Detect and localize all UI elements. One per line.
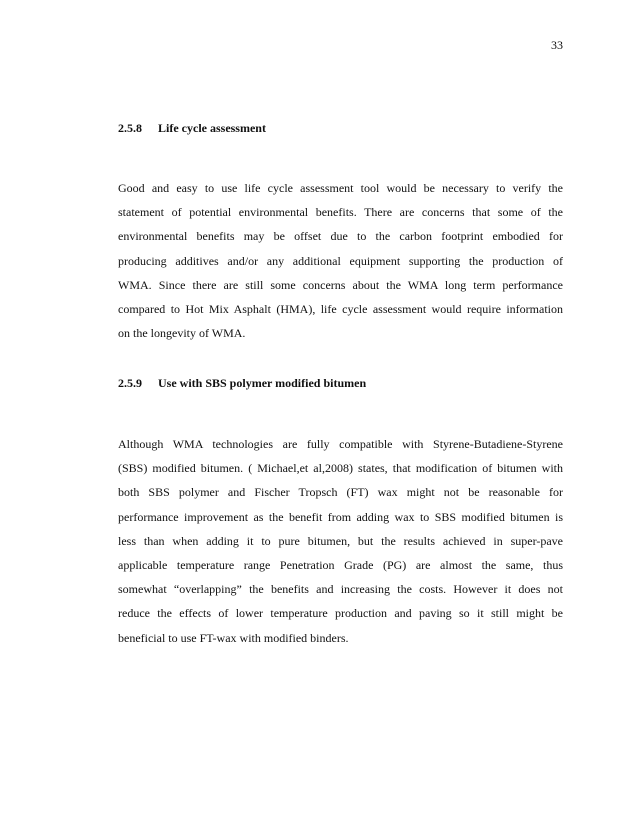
text-line: compared to Hot Mix Asphalt (HMA), life cycle assessment would require information	[118, 301, 563, 316]
text-line: (SBS) modified bitumen. ( Michael,et al,2008) states, that modification of bitumen with	[118, 461, 563, 476]
section-title: Use with SBS polymer modified bitumen	[158, 376, 367, 390]
text-line: beneficial to use FT-wax with modified binders.	[118, 630, 349, 645]
section-heading-2-5-9	[118, 376, 366, 391]
text-line: Although WMA technologies are fully compatible with Styrene-Butadiene-Styrene	[118, 437, 563, 451]
text-line: less than when adding it to pure bitumen, but the results achieved in super-pave	[118, 533, 563, 548]
text-line: performance improvement as the benefit from adding wax to SBS modified bitumen is	[118, 509, 563, 524]
text-line: somewhat “overlapping” the benefits and increasing the costs. However it does not	[118, 582, 563, 597]
text-line: Good and easy to use life cycle assessment tool would be necessary to verify the	[118, 181, 563, 195]
text-line: applicable temperature range Penetration Grade (PG) are almost the same, thus	[118, 557, 563, 572]
section-number: 2.5.8	[118, 121, 142, 135]
text-line: WMA. Since there are still some concerns about the WMA long term performance	[118, 277, 563, 292]
section-title: Life cycle assessment	[158, 121, 266, 135]
text-line: statement of potential environmental benefits. There are concerns that some of the	[118, 205, 563, 220]
section-heading-2-5-8	[118, 121, 266, 136]
paragraph-life-cycle	[118, 176, 563, 345]
paragraph-sbs-polymer	[118, 432, 563, 650]
text-line: reduce the effects of lower temperature production and paving so it still might be	[118, 606, 563, 621]
text-line: on the longevity of WMA.	[118, 326, 246, 341]
page-number: 33	[551, 38, 563, 52]
text-line: environmental benefits may be offset due to the carbon footprint embodied for	[118, 229, 563, 244]
section-number: 2.5.9	[118, 376, 142, 390]
text-line: both SBS polymer and Fischer Tropsch (FT) wax might not be reasonable for	[118, 485, 563, 500]
text-line: producing additives and/or any additional equipment supporting the production of	[118, 253, 563, 268]
